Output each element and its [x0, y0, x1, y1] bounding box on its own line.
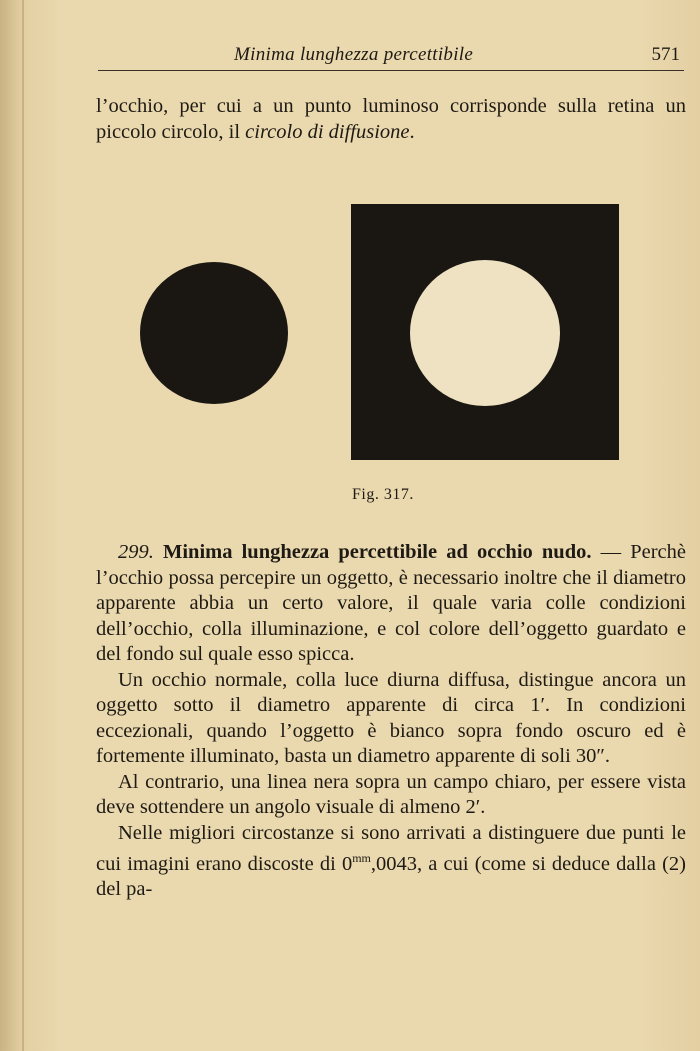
section-paragraph-1 [96, 540, 686, 668]
intro-text-b: . [409, 120, 415, 143]
header-title: Minima lunghezza percettibile [234, 44, 474, 65]
section-number: 299. [118, 541, 154, 563]
section-p1-text: — Perchè l’occhio possa percepire un oggetto, è necessario inoltre che il diametro apparente abbia un certo valore, il quale varia colle condizioni dell’occhio, colla illuminazione, e col colore dell’oggetto guardato e del fondo sul quale esso spicca. [96, 541, 686, 665]
section-p4-text-a: Nelle migliori circostanze si sono arrivati a distinguere due punti le cui imagini erano discoste di 0 [96, 821, 686, 875]
figure-caption: Fig. 317. [352, 486, 414, 503]
running-header [98, 40, 684, 71]
black-square-figure [351, 204, 619, 460]
intro-term: circolo di diffusione [245, 120, 410, 143]
gutter-line [22, 0, 24, 1051]
intro-paragraph [96, 94, 686, 145]
section-paragraph-2: Un occhio normale, colla luce diurna diffusa, distingue ancora un oggetto sotto il diametro apparente di circa 1′. In condizioni eccezionali, quando l’oggetto è bianco sopra fondo oscuro ed è fortemente illuminato, basta un diametro apparente di soli 30″. [96, 668, 686, 767]
section-heading: Minima lunghezza percettibile ad occhio nudo. [163, 541, 592, 563]
section-paragraph-3: Al contrario, una linea nera sopra un campo chiaro, per essere vista deve sottendere un angolo visuale di almeno 2′. [96, 770, 686, 818]
figure-317 [96, 196, 686, 486]
section-299 [96, 540, 686, 903]
section-paragraph-4 [96, 821, 686, 903]
section-p4-sup: mm [352, 851, 371, 865]
section-p4-text-b: ,0043, a cui (come si deduce dalla (2) del pa- [96, 852, 686, 901]
intro-text-a: l’occhio, per cui a un punto luminoso corrisponde sulla retina un piccolo circolo, il [96, 95, 686, 143]
white-disc-figure [410, 260, 560, 406]
page-number: 571 [651, 44, 680, 65]
black-disc-figure [140, 262, 288, 404]
